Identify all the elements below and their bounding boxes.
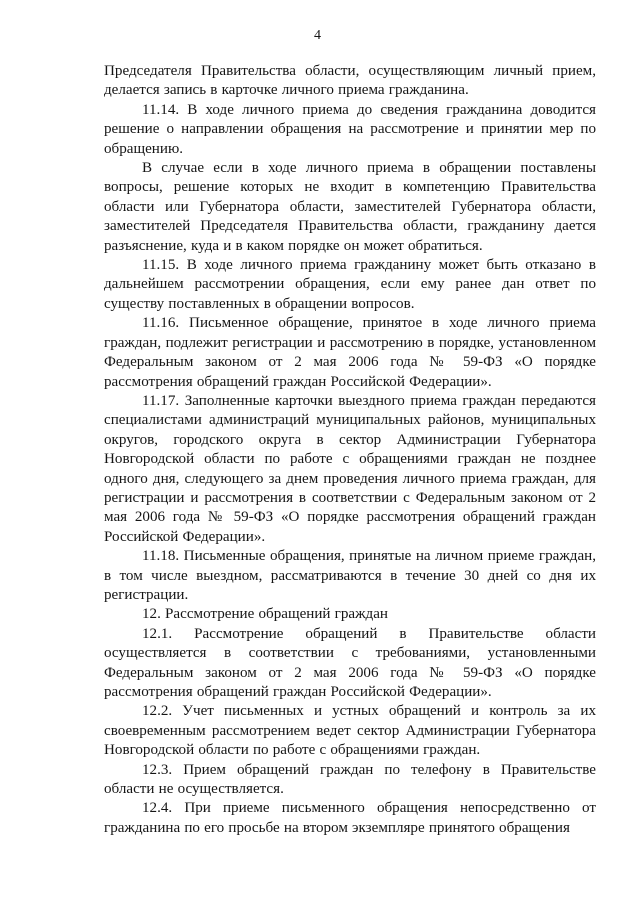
paragraph-12-4: 12.4. При приеме письменного обращения непосредственно от гражданина по его просьбе на втором экземпляре принятого обращения xyxy=(104,800,596,836)
page-number: 4 xyxy=(314,28,321,43)
paragraph-11-15: 11.15. В ходе личного приема гражданину может быть отказано в дальнейшем рассмотрении обращения, если ему ранее дан ответ по существу поставленных в обращении вопросов. xyxy=(104,257,596,312)
paragraph-11-14: 11.14. В ходе личного приема до сведения гражданина доводится решение о направлении обращения на рассмотрение и принятии мер по обращению. xyxy=(104,101,596,157)
section-heading-12: 12. Рассмотрение обращений граждан xyxy=(142,606,389,623)
paragraph-continuation: Председателя Правительства области, осуществляющим личный прием, делается запись в карточке личного приема гражданина. xyxy=(104,63,596,99)
paragraph-12-3: 12.3. Прием обращений граждан по телефону в Правительстве области не осуществляется. xyxy=(104,761,596,798)
paragraph-12-2: 12.2. Учет письменных и устных обращений и контроль за их своевременным рассмотрением ведет сектор Администрации Губернатора Новгородской области по работе с обращениями граждан. xyxy=(104,703,596,759)
paragraph-11-14-explanation: В случае если в ходе личного приема в обращении поставлены вопросы, решение которых не входит в компетенцию Правительства области или Губернатора области, заместителей Губернатора области, заместителей Председателя Правительства области, гражданину дается разъяснение, куда и в каком порядке он может обратиться. xyxy=(104,160,596,254)
paragraph-11-18: 11.18. Письменные обращения, принятые на личном приеме граждан, в том числе выездном, рассматриваются в течение 30 дней со дня их регистрации. xyxy=(104,548,596,603)
paragraph-11-17: 11.17. Заполненные карточки выездного приема граждан передаются специалистами администраций муниципальных районов, муниципальных округов, городского округа в сектор Администрации Губернатора Новгородской области по работе с обращениями граждан не позднее одного дня, следующего за днем проведения личного приема граждан, для регистрации и рассмотрения в соответствии с Федеральным законом от 2 мая 2006 года № 59-ФЗ «О порядке рассмотрения обращений граждан Российской Федерации». xyxy=(104,392,596,545)
document-body xyxy=(104,62,596,838)
paragraph-11-16: 11.16. Письменное обращение, принятое в ходе личного приема граждан, подлежит регистрации и рассмотрению в порядке, установленном Федеральным законом от 2 мая 2006 года № 59-ФЗ «О порядке рассмотрения обращений граждан Российской Федерации». xyxy=(104,315,596,390)
paragraph-12-1: 12.1. Рассмотрение обращений в Правительстве области осуществляется в соответствии с требованиями, установленными Федеральным законом от 2 мая 2006 года № 59-ФЗ «О порядке рассмотрения обращений граждан Российской Федерации». xyxy=(104,625,596,700)
